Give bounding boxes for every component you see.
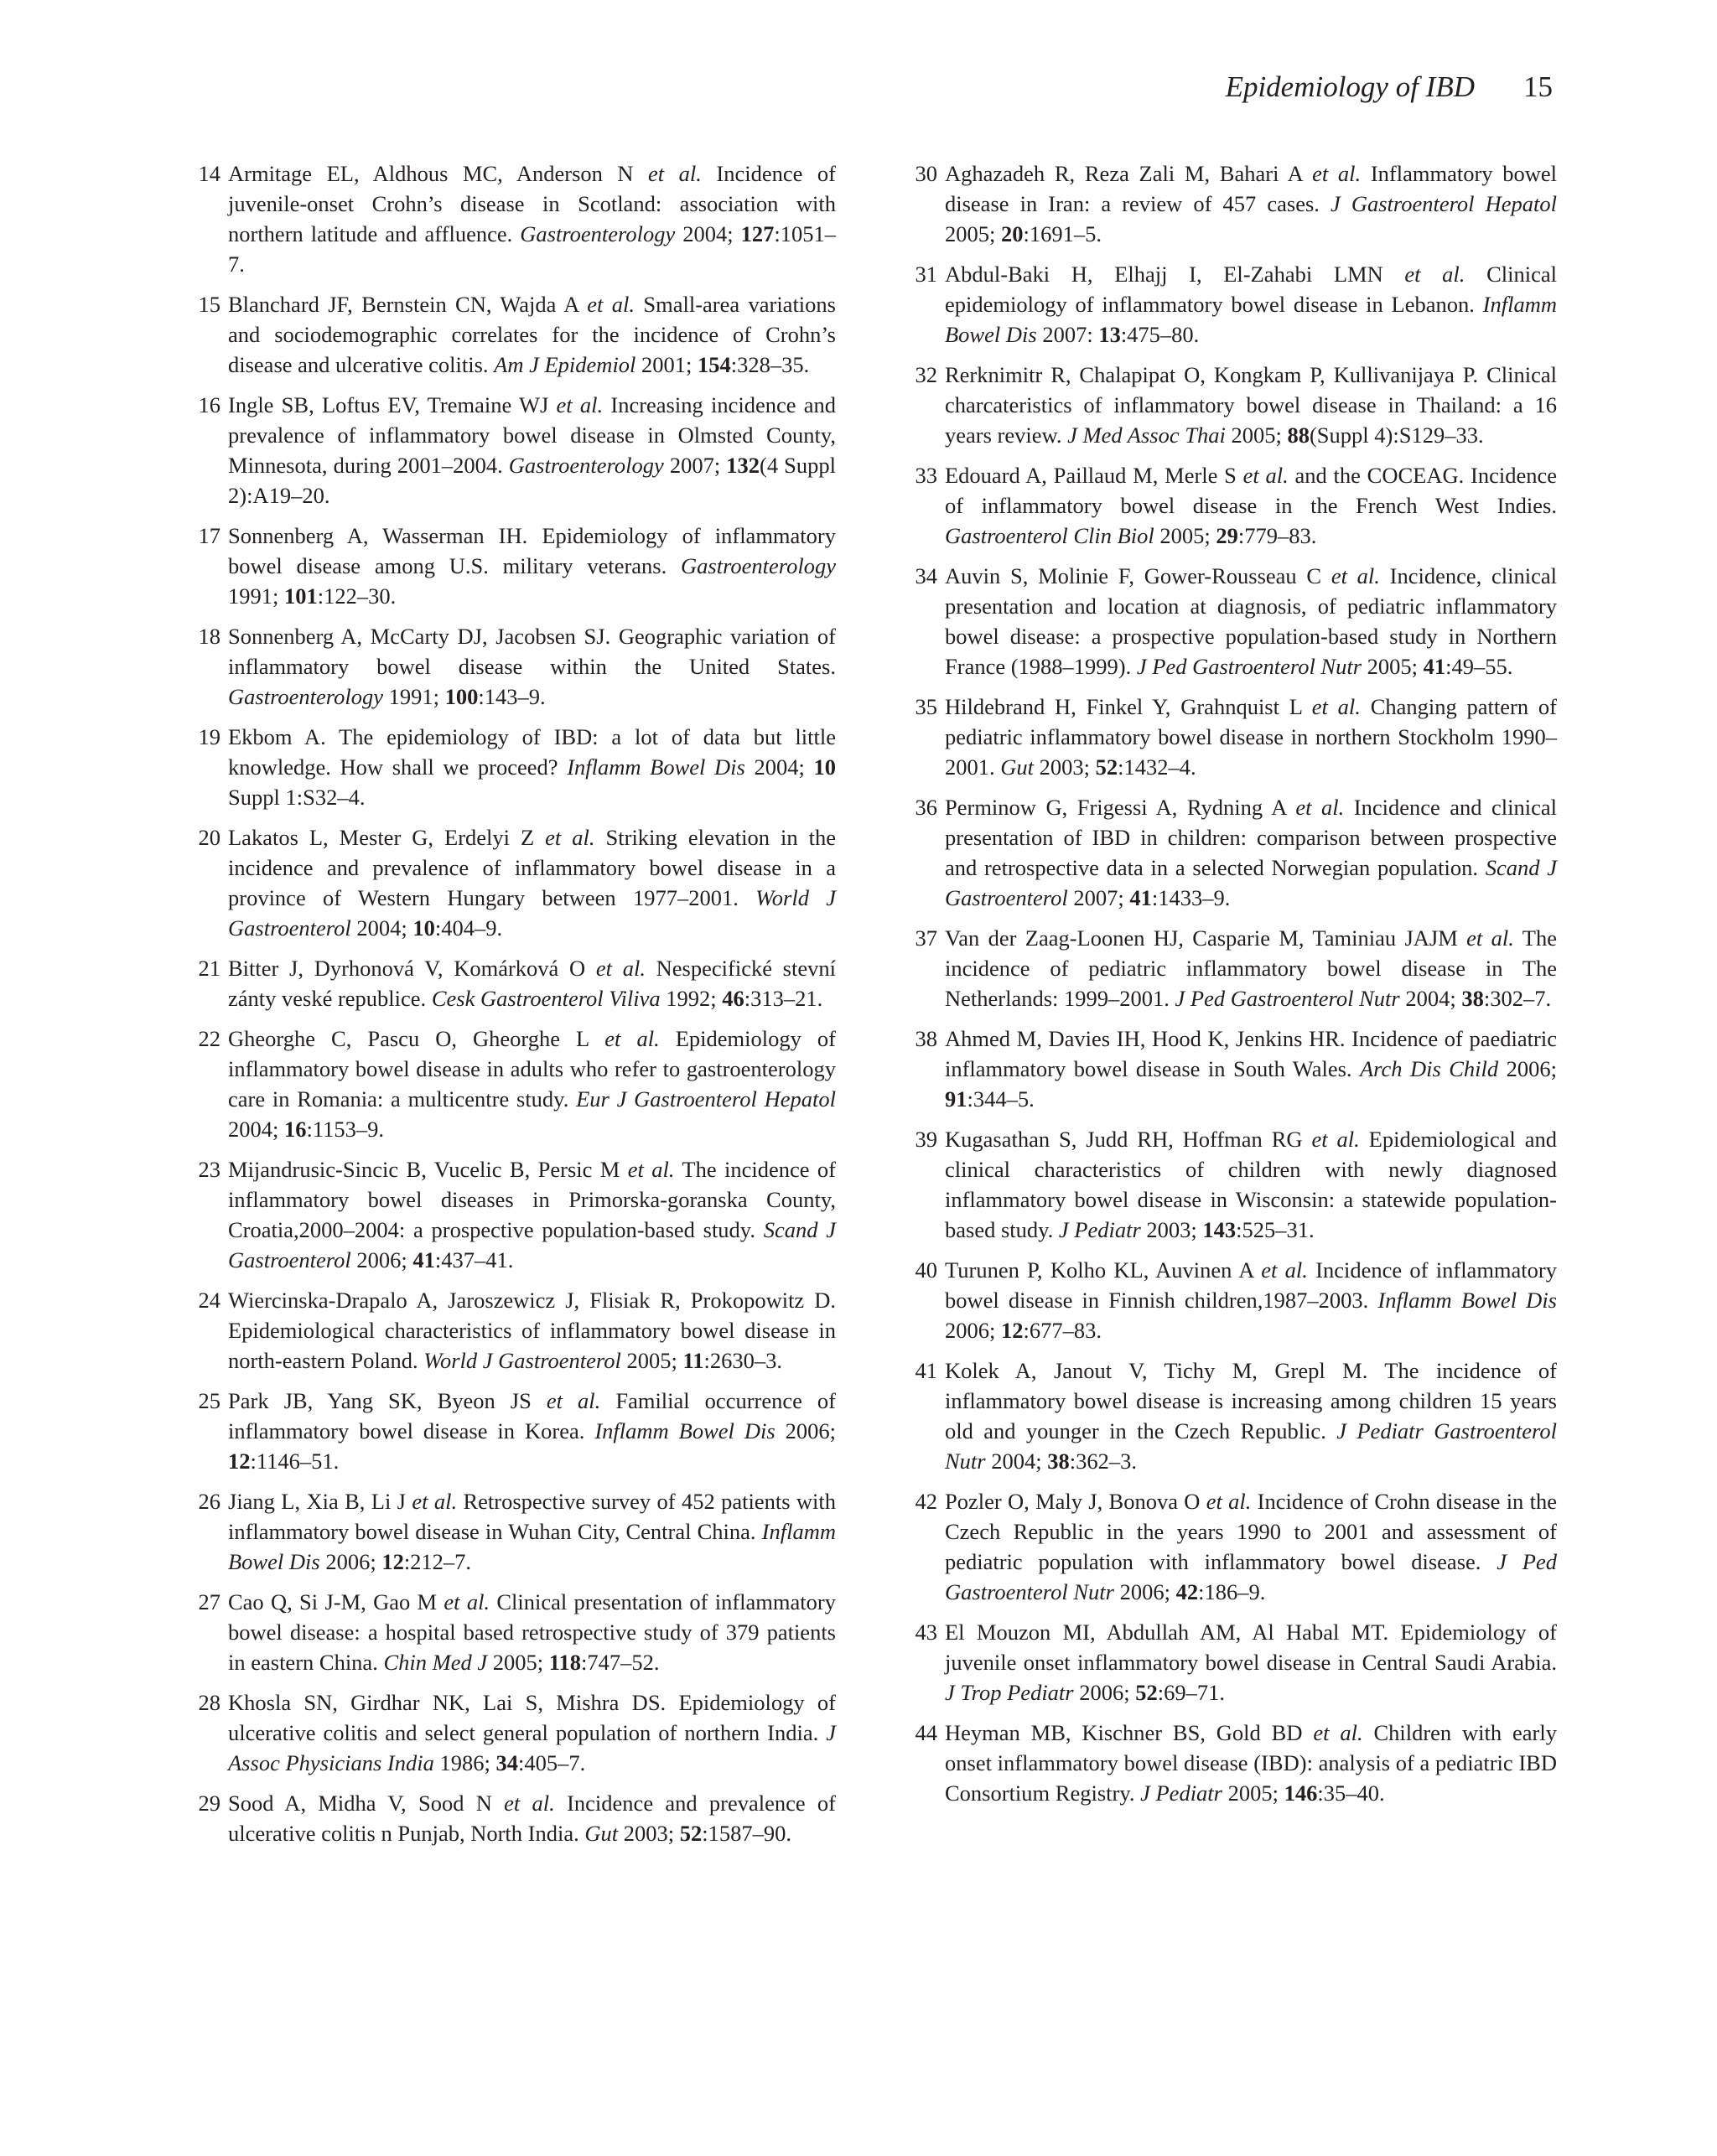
reference-text: :186–9. bbox=[1198, 1579, 1266, 1604]
reference-italic-text: J Gastroenterol Hepatol bbox=[1330, 191, 1557, 216]
reference-italic-text: et al. bbox=[1242, 463, 1289, 488]
reference-text: Suppl 1:S32–4. bbox=[228, 785, 366, 810]
reference-text: :525–31. bbox=[1236, 1217, 1315, 1242]
reference-text: Ekbom A. The epidemiology of IBD: a lot of data but little knowledge. How shall we proceed? bbox=[228, 724, 836, 780]
reference-item bbox=[195, 1154, 836, 1275]
reference-text: 1992; bbox=[660, 986, 723, 1011]
reference-italic-text: Gastroenterol Clin Biol bbox=[945, 523, 1154, 548]
reference-italic-text: J Ped Gastroenterol Nutr bbox=[1175, 986, 1400, 1011]
reference-text: El Mouzon MI, Abdullah AM, Al Habal MT. Epidemiology of juvenile onset inflammatory bowel disease in Central Saudi Arabia. bbox=[945, 1620, 1557, 1675]
reference-item bbox=[911, 1718, 1557, 1808]
reference-number: 31 bbox=[915, 262, 937, 287]
reference-number: 17 bbox=[198, 523, 220, 548]
reference-text: Heyman MB, Kischner BS, Gold BD bbox=[945, 1720, 1314, 1745]
reference-text: :35–40. bbox=[1317, 1780, 1385, 1806]
reference-text: 2006; bbox=[319, 1549, 382, 1574]
reference-text: Familial occurrence of inflammatory bowel disease in Korea. bbox=[228, 1388, 836, 1443]
reference-item bbox=[195, 1587, 836, 1677]
reference-italic-text: World J Gastroenterol bbox=[228, 885, 836, 941]
reference-number: 20 bbox=[198, 825, 220, 850]
reference-volume: 154 bbox=[698, 352, 731, 377]
reference-italic-text: et al. bbox=[1206, 1489, 1252, 1514]
reference-volume: 12 bbox=[1001, 1318, 1024, 1343]
reference-text: Striking elevation in the incidence and prevalence of inflammatory bowel disease in a province of Western Hungary between 1977–2001. bbox=[228, 825, 836, 910]
reference-italic-text: et al. bbox=[595, 956, 646, 981]
reference-text: :405–7. bbox=[517, 1750, 586, 1775]
running-head bbox=[1226, 69, 1553, 106]
reference-text: :779–83. bbox=[1237, 523, 1317, 548]
reference-volume: 143 bbox=[1202, 1217, 1237, 1242]
reference-volume: 34 bbox=[495, 1750, 518, 1775]
reference-text: Kolek A, Janout V, Tichy M, Grepl M. The incidence of inflammatory bowel disease is increasing among children 15 years old and younger in the Czech Republic. bbox=[945, 1358, 1557, 1443]
reference-text: Aghazadeh R, Reza Zali M, Bahari A bbox=[945, 161, 1313, 186]
reference-text: 2005; bbox=[1225, 422, 1288, 448]
reference-volume: 42 bbox=[1175, 1579, 1199, 1604]
reference-italic-text: et al. bbox=[412, 1489, 458, 1514]
reference-text: Sood A, Midha V, Sood N bbox=[228, 1791, 505, 1816]
reference-italic-text: Inflamm Bowel Dis bbox=[594, 1418, 776, 1443]
reference-italic-text: Gut bbox=[584, 1821, 619, 1846]
reference-text: Epidemiology of inflammatory bowel disease in adults who refer to gastroenterology care in Romania: a multicentre study. bbox=[228, 1026, 836, 1112]
reference-item bbox=[911, 792, 1557, 913]
reference-text: :2630–3. bbox=[703, 1348, 783, 1373]
reference-text: 2004; bbox=[744, 754, 814, 780]
reference-text: Wiercinska-Drapalo A, Jaroszewicz J, Flisiak R, Prokopowitz D. Epidemiological characteristics of inflammatory bowel disease in north-eastern Poland. bbox=[228, 1288, 836, 1373]
reference-italic-text: et al. bbox=[1311, 1127, 1360, 1152]
reference-item bbox=[911, 1617, 1557, 1708]
reference-italic-text: J Med Assoc Thai bbox=[1067, 422, 1226, 448]
reference-italic-text: et al. bbox=[1295, 795, 1345, 820]
reference-text: Turunen P, Kolho KL, Auvinen A bbox=[945, 1257, 1262, 1283]
reference-text: Park JB, Yang SK, Byeon JS bbox=[228, 1388, 547, 1413]
reference-text: Incidence of inflammatory bowel disease in Finnish children,1987–2003. bbox=[945, 1257, 1557, 1313]
reference-text: :362–3. bbox=[1069, 1449, 1137, 1474]
reference-italic-text: Gastroenterology bbox=[228, 684, 383, 709]
reference-number: 29 bbox=[198, 1791, 220, 1816]
reference-text: :302–7. bbox=[1483, 986, 1552, 1011]
reference-text: Rerknimitr R, Chalapipat O, Kongkam P, Kullivanijaya P. Clinical charcateristics of inflammatory bowel disease in Thailand: a 16 years review. bbox=[945, 362, 1557, 448]
reference-number: 18 bbox=[198, 624, 220, 649]
reference-italic-text: J Ped Gastroenterol Nutr bbox=[945, 1549, 1557, 1604]
reference-item bbox=[195, 953, 836, 1013]
reference-italic-text: Gastroenterology bbox=[508, 453, 664, 478]
running-head-title: Epidemiology of IBD bbox=[1225, 70, 1475, 103]
reference-text: 2006; bbox=[1498, 1056, 1557, 1081]
reference-text: 2005; bbox=[945, 221, 1001, 246]
reference-number: 27 bbox=[198, 1589, 220, 1614]
reference-italic-text: et al. bbox=[1312, 161, 1362, 186]
reference-volume: 16 bbox=[284, 1117, 307, 1142]
reference-text: :1051–7. bbox=[228, 221, 836, 277]
reference-item bbox=[195, 1024, 836, 1144]
reference-number: 15 bbox=[198, 292, 220, 317]
reference-text: :747–52. bbox=[581, 1650, 660, 1675]
reference-number: 42 bbox=[915, 1489, 937, 1514]
reference-volume: 13 bbox=[1098, 322, 1121, 347]
reference-text: 2005; bbox=[487, 1650, 549, 1675]
reference-italic-text: Inflamm Bowel Dis bbox=[945, 292, 1557, 347]
reference-text: Kugasathan S, Judd RH, Hoffman RG bbox=[945, 1127, 1312, 1152]
reference-text: Sonnenberg A, McCarty DJ, Jacobsen SJ. Geographic variation of inflammatory bowel disease within the United States. bbox=[228, 624, 836, 679]
reference-text: Perminow G, Frigessi A, Rydning A bbox=[945, 795, 1296, 820]
reference-number: 37 bbox=[915, 925, 937, 951]
reference-volume: 100 bbox=[444, 684, 479, 709]
reference-italic-text: et al. bbox=[556, 392, 604, 417]
reference-number: 24 bbox=[198, 1288, 220, 1313]
reference-italic-text: et al. bbox=[648, 161, 702, 186]
reference-item bbox=[911, 1024, 1557, 1114]
reference-volume: 101 bbox=[284, 583, 318, 609]
reference-number: 26 bbox=[198, 1489, 220, 1514]
reference-item bbox=[911, 1486, 1557, 1607]
reference-text: Incidence of Crohn disease in the Czech Republic in the years 1990 to 2001 and assessment of pediatric population with inflammatory bowel disease. bbox=[945, 1489, 1557, 1574]
reference-text: 2007; bbox=[1067, 885, 1130, 910]
reference-italic-text: Eur J Gastroenterol Hepatol bbox=[576, 1086, 837, 1112]
reference-volume: 127 bbox=[740, 221, 775, 246]
reference-number: 19 bbox=[198, 724, 220, 749]
reference-volume: 118 bbox=[548, 1650, 582, 1675]
reference-volume: 52 bbox=[679, 1821, 703, 1846]
reference-item bbox=[911, 360, 1557, 450]
reference-text: (Suppl 4):S129–33. bbox=[1309, 422, 1484, 448]
reference-text: Ingle SB, Loftus EV, Tremaine WJ bbox=[228, 392, 557, 417]
reference-italic-text: J Pediatr bbox=[1058, 1217, 1141, 1242]
reference-italic-text: et al. bbox=[1261, 1257, 1308, 1283]
reference-italic-text: Cesk Gastroenterol Viliva bbox=[431, 986, 661, 1011]
reference-text: Epidemiological and clinical characteristics of children with newly diagnosed inflammatory bowel disease in Wisconsin: a statewide population-based study. bbox=[945, 1127, 1557, 1242]
reference-italic-text: et al. bbox=[1404, 262, 1465, 287]
reference-item bbox=[911, 692, 1557, 782]
reference-text: Cao Q, Si J-M, Gao M bbox=[228, 1589, 444, 1614]
reference-item bbox=[195, 521, 836, 611]
reference-text: :1587–90. bbox=[702, 1821, 791, 1846]
reference-item bbox=[911, 460, 1557, 551]
reference-text: Armitage EL, Aldhous MC, Anderson N bbox=[228, 161, 649, 186]
reference-italic-text: et al. bbox=[1466, 925, 1514, 951]
reference-italic-text: World J Gastroenterol bbox=[423, 1348, 621, 1373]
reference-item bbox=[911, 1255, 1557, 1345]
reference-number: 35 bbox=[915, 694, 937, 719]
reference-item bbox=[195, 722, 836, 812]
reference-text: Incidence and clinical presentation of IBD in children: comparison between prospective and retrospective data in a selected Norwegian population. bbox=[945, 795, 1557, 880]
reference-item bbox=[911, 1355, 1557, 1476]
reference-italic-text: et al. bbox=[444, 1589, 490, 1614]
page-number: 15 bbox=[1523, 70, 1553, 103]
reference-text: Lakatos L, Mester G, Erdelyi Z bbox=[228, 825, 546, 850]
reference-text: Small-area variations and sociodemographic correlates for the incidence of Crohn’s disease and ulcerative colitis. bbox=[228, 292, 836, 377]
reference-text: 2006; bbox=[945, 1318, 1001, 1343]
reference-number: 22 bbox=[198, 1026, 220, 1051]
reference-text: 2004; bbox=[675, 221, 741, 246]
reference-number: 33 bbox=[915, 463, 937, 488]
reference-text: :677–83. bbox=[1023, 1318, 1102, 1343]
reference-volume: 12 bbox=[381, 1549, 404, 1574]
reference-text: 2004; bbox=[228, 1117, 284, 1142]
reference-text: The incidence of inflammatory bowel diseases in Primorska-goranska County, Croatia,2000–2004: a prospective population-based study. bbox=[228, 1157, 836, 1242]
reference-item bbox=[911, 259, 1557, 350]
reference-italic-text: et al. bbox=[1331, 563, 1380, 588]
reference-item bbox=[195, 822, 836, 943]
reference-text: :49–55. bbox=[1445, 654, 1513, 679]
reference-number: 36 bbox=[915, 795, 937, 820]
reference-text: Abdul-Baki H, Elhajj I, El-Zahabi LMN bbox=[945, 262, 1405, 287]
reference-text: Incidence and prevalence of ulcerative colitis n Punjab, North India. bbox=[228, 1791, 837, 1846]
reference-text: :475–80. bbox=[1120, 322, 1200, 347]
reference-italic-text: Am J Epidemiol bbox=[494, 352, 636, 377]
reference-text: :344–5. bbox=[967, 1086, 1035, 1112]
reference-item bbox=[195, 1486, 836, 1577]
reference-text: 2004; bbox=[1399, 986, 1462, 1011]
reference-text: 2006; bbox=[1113, 1579, 1176, 1604]
reference-italic-text: et al. bbox=[545, 825, 595, 850]
reference-volume: 52 bbox=[1135, 1680, 1158, 1705]
reference-italic-text: J Ped Gastroenterol Nutr bbox=[1136, 654, 1362, 679]
reference-italic-text: et al. bbox=[604, 1026, 660, 1051]
reference-item bbox=[911, 561, 1557, 682]
reference-text: :404–9. bbox=[434, 915, 503, 941]
reference-item bbox=[911, 923, 1557, 1013]
reference-item bbox=[195, 1687, 836, 1778]
reference-number: 32 bbox=[915, 362, 937, 387]
reference-text: Nespecifické stevní zánty veské republice. bbox=[228, 956, 836, 1011]
reference-text: 2004; bbox=[350, 915, 413, 941]
reference-number: 14 bbox=[198, 161, 220, 186]
reference-volume: 41 bbox=[1129, 885, 1152, 910]
reference-volume: 10 bbox=[813, 754, 836, 780]
reference-text: 2003; bbox=[618, 1821, 680, 1846]
reference-volume: 46 bbox=[722, 986, 744, 1011]
reference-volume: 41 bbox=[1423, 654, 1446, 679]
reference-text: :1153–9. bbox=[306, 1117, 385, 1142]
reference-text: 2004; bbox=[985, 1449, 1048, 1474]
reference-text: :122–30. bbox=[317, 583, 397, 609]
reference-text: 2006; bbox=[775, 1418, 836, 1443]
reference-text: :1432–4. bbox=[1118, 754, 1196, 780]
reference-column-right bbox=[911, 158, 1557, 1818]
reference-text: Mijandrusic-Sincic B, Vucelic B, Persic M bbox=[228, 1157, 628, 1182]
reference-volume: 29 bbox=[1216, 523, 1238, 548]
reference-number: 39 bbox=[915, 1127, 937, 1152]
reference-text: 2001; bbox=[635, 352, 698, 377]
reference-volume: 41 bbox=[412, 1247, 435, 1272]
reference-item bbox=[195, 289, 836, 380]
reference-text: 1991; bbox=[382, 684, 445, 709]
reference-italic-text: J Assoc Physicians India bbox=[228, 1720, 836, 1775]
reference-number: 23 bbox=[198, 1157, 220, 1182]
reference-text: 1991; bbox=[228, 583, 284, 609]
reference-italic-text: Gastroenterology bbox=[681, 553, 836, 578]
reference-text: :1146–51. bbox=[250, 1449, 340, 1474]
reference-italic-text: et al. bbox=[504, 1791, 555, 1816]
reference-text: Incidence, clinical presentation and location at diagnosis, of pediatric inflammatory bowel disease: a prospective population-based study in Northern France (1988–1999). bbox=[945, 563, 1557, 679]
reference-text: :1433–9. bbox=[1151, 885, 1231, 910]
reference-text: Jiang L, Xia B, Li J bbox=[228, 1489, 412, 1514]
reference-number: 16 bbox=[198, 392, 220, 417]
reference-italic-text: et al. bbox=[546, 1388, 601, 1413]
reference-number: 41 bbox=[915, 1358, 937, 1383]
reference-volume: 132 bbox=[726, 453, 760, 478]
reference-volume: 52 bbox=[1095, 754, 1118, 780]
reference-item bbox=[195, 1386, 836, 1476]
reference-italic-text: J Pediatr Gastroenterol Nutr bbox=[945, 1418, 1557, 1474]
reference-item bbox=[195, 621, 836, 712]
reference-item bbox=[911, 158, 1557, 249]
reference-text: :69–71. bbox=[1157, 1680, 1225, 1705]
reference-text: Gheorghe C, Pascu O, Gheorghe L bbox=[228, 1026, 605, 1051]
reference-text: Inflammatory bowel disease in Iran: a review of 457 cases. bbox=[945, 161, 1557, 216]
reference-text: 2006; bbox=[350, 1247, 413, 1272]
reference-text: Pozler O, Maly J, Bonova O bbox=[945, 1489, 1206, 1514]
reference-text: Children with early onset inflammatory bowel disease (IBD): analysis of a pediatric IBD Consortium Registry. bbox=[945, 1720, 1557, 1806]
reference-italic-text: Inflamm Bowel Dis bbox=[1377, 1288, 1557, 1313]
reference-text: 2005; bbox=[620, 1348, 683, 1373]
reference-text: :437–41. bbox=[434, 1247, 514, 1272]
reference-italic-text: J Trop Pediatr bbox=[945, 1680, 1074, 1705]
reference-text: 2006; bbox=[1073, 1680, 1136, 1705]
reference-italic-text: J Pediatr bbox=[1140, 1780, 1222, 1806]
reference-item bbox=[911, 1124, 1557, 1245]
reference-text: 2005; bbox=[1362, 654, 1424, 679]
reference-volume: 91 bbox=[945, 1086, 967, 1112]
reference-italic-text: et al. bbox=[587, 292, 635, 317]
reference-text: Blanchard JF, Bernstein CN, Wajda A bbox=[228, 292, 588, 317]
reference-italic-text: Gut bbox=[1000, 754, 1034, 780]
reference-text: Incidence of juvenile-onset Crohn’s disease in Scotland: association with northern latitude and affluence. bbox=[228, 161, 836, 246]
reference-item bbox=[195, 1788, 836, 1848]
reference-italic-text: et al. bbox=[1311, 694, 1361, 719]
reference-italic-text: Scand J Gastroenterol bbox=[228, 1217, 836, 1272]
reference-volume: 38 bbox=[1047, 1449, 1070, 1474]
reference-number: 40 bbox=[915, 1257, 937, 1283]
reference-text: The incidence of pediatric inflammatory bowel disease in The Netherlands: 1999–2001. bbox=[945, 925, 1557, 1011]
reference-item bbox=[195, 1285, 836, 1376]
reference-italic-text: Chin Med J bbox=[383, 1650, 488, 1675]
reference-column-left bbox=[195, 158, 836, 1858]
reference-italic-text: Scand J Gastroenterol bbox=[945, 855, 1557, 910]
reference-text: Sonnenberg A, Wasserman IH. Epidemiology of inflammatory bowel disease among U.S. military veterans. bbox=[228, 523, 836, 578]
reference-item bbox=[195, 390, 836, 510]
reference-number: 25 bbox=[198, 1388, 220, 1413]
reference-text: 2005; bbox=[1222, 1780, 1284, 1806]
reference-text: :328–35. bbox=[730, 352, 810, 377]
reference-text: and the COCEAG. Incidence of inflammatory bowel disease in the French West Indies. bbox=[945, 463, 1557, 518]
reference-text: Ahmed M, Davies IH, Hood K, Jenkins HR. Incidence of paediatric inflammatory bowel disease in South Wales. bbox=[945, 1026, 1557, 1081]
reference-text: Changing pattern of pediatric inflammatory bowel disease in northern Stockholm 1990–2001. bbox=[945, 694, 1557, 780]
reference-text: Clinical epidemiology of inflammatory bowel disease in Lebanon. bbox=[945, 262, 1557, 317]
reference-text: Bitter J, Dyrhonová V, Komárková O bbox=[228, 956, 596, 981]
reference-italic-text: Arch Dis Child bbox=[1359, 1056, 1499, 1081]
reference-text: Van der Zaag-Loonen HJ, Casparie M, Taminiau JAJM bbox=[945, 925, 1467, 951]
reference-text: Increasing incidence and prevalence of inflammatory bowel disease in Olmsted County, Minnesota, during 2001–2004. bbox=[228, 392, 836, 478]
reference-text: 2003; bbox=[1140, 1217, 1203, 1242]
reference-italic-text: Gastroenterology bbox=[520, 221, 676, 246]
reference-text: :212–7. bbox=[403, 1549, 472, 1574]
reference-text: :143–9. bbox=[478, 684, 546, 709]
reference-number: 21 bbox=[198, 956, 220, 981]
reference-volume: 10 bbox=[412, 915, 435, 941]
reference-text: Clinical presentation of inflammatory bowel disease: a hospital based retrospective study of 379 patients in eastern China. bbox=[228, 1589, 836, 1675]
reference-text: 2007; bbox=[663, 453, 727, 478]
reference-text: 2005; bbox=[1154, 523, 1216, 548]
reference-italic-text: Inflamm Bowel Dis bbox=[228, 1519, 836, 1574]
reference-italic-text: et al. bbox=[1313, 1720, 1363, 1745]
reference-text: (4 Suppl 2):A19–20. bbox=[228, 453, 836, 508]
reference-volume: 20 bbox=[1001, 221, 1024, 246]
reference-number: 30 bbox=[915, 161, 937, 186]
reference-italic-text: et al. bbox=[627, 1157, 675, 1182]
reference-text: :1691–5. bbox=[1023, 221, 1102, 246]
reference-text: :313–21. bbox=[744, 986, 823, 1011]
reference-number: 34 bbox=[915, 563, 937, 588]
reference-number: 28 bbox=[198, 1690, 220, 1715]
reference-text: Khosla SN, Girdhar NK, Lai S, Mishra DS. Epidemiology of ulcerative colitis and select general population of northern India. bbox=[228, 1690, 836, 1745]
reference-volume: 88 bbox=[1287, 422, 1310, 448]
reference-text: 1986; bbox=[433, 1750, 496, 1775]
reference-text: Auvin S, Molinie F, Gower-Rousseau C bbox=[945, 563, 1331, 588]
reference-italic-text: Inflamm Bowel Dis bbox=[567, 754, 745, 780]
reference-volume: 11 bbox=[682, 1348, 704, 1373]
reference-text: Retrospective survey of 452 patients with inflammatory bowel disease in Wuhan City, Central China. bbox=[228, 1489, 836, 1544]
reference-number: 44 bbox=[915, 1720, 937, 1745]
reference-volume: 146 bbox=[1284, 1780, 1318, 1806]
reference-text: 2007: bbox=[1036, 322, 1099, 347]
reference-text: 2003; bbox=[1034, 754, 1096, 780]
reference-text: Edouard A, Paillaud M, Merle S bbox=[945, 463, 1243, 488]
reference-item bbox=[195, 158, 836, 279]
reference-number: 43 bbox=[915, 1620, 937, 1645]
reference-text: Hildebrand H, Finkel Y, Grahnquist L bbox=[945, 694, 1312, 719]
reference-volume: 12 bbox=[228, 1449, 251, 1474]
reference-number: 38 bbox=[915, 1026, 937, 1051]
reference-volume: 38 bbox=[1461, 986, 1484, 1011]
